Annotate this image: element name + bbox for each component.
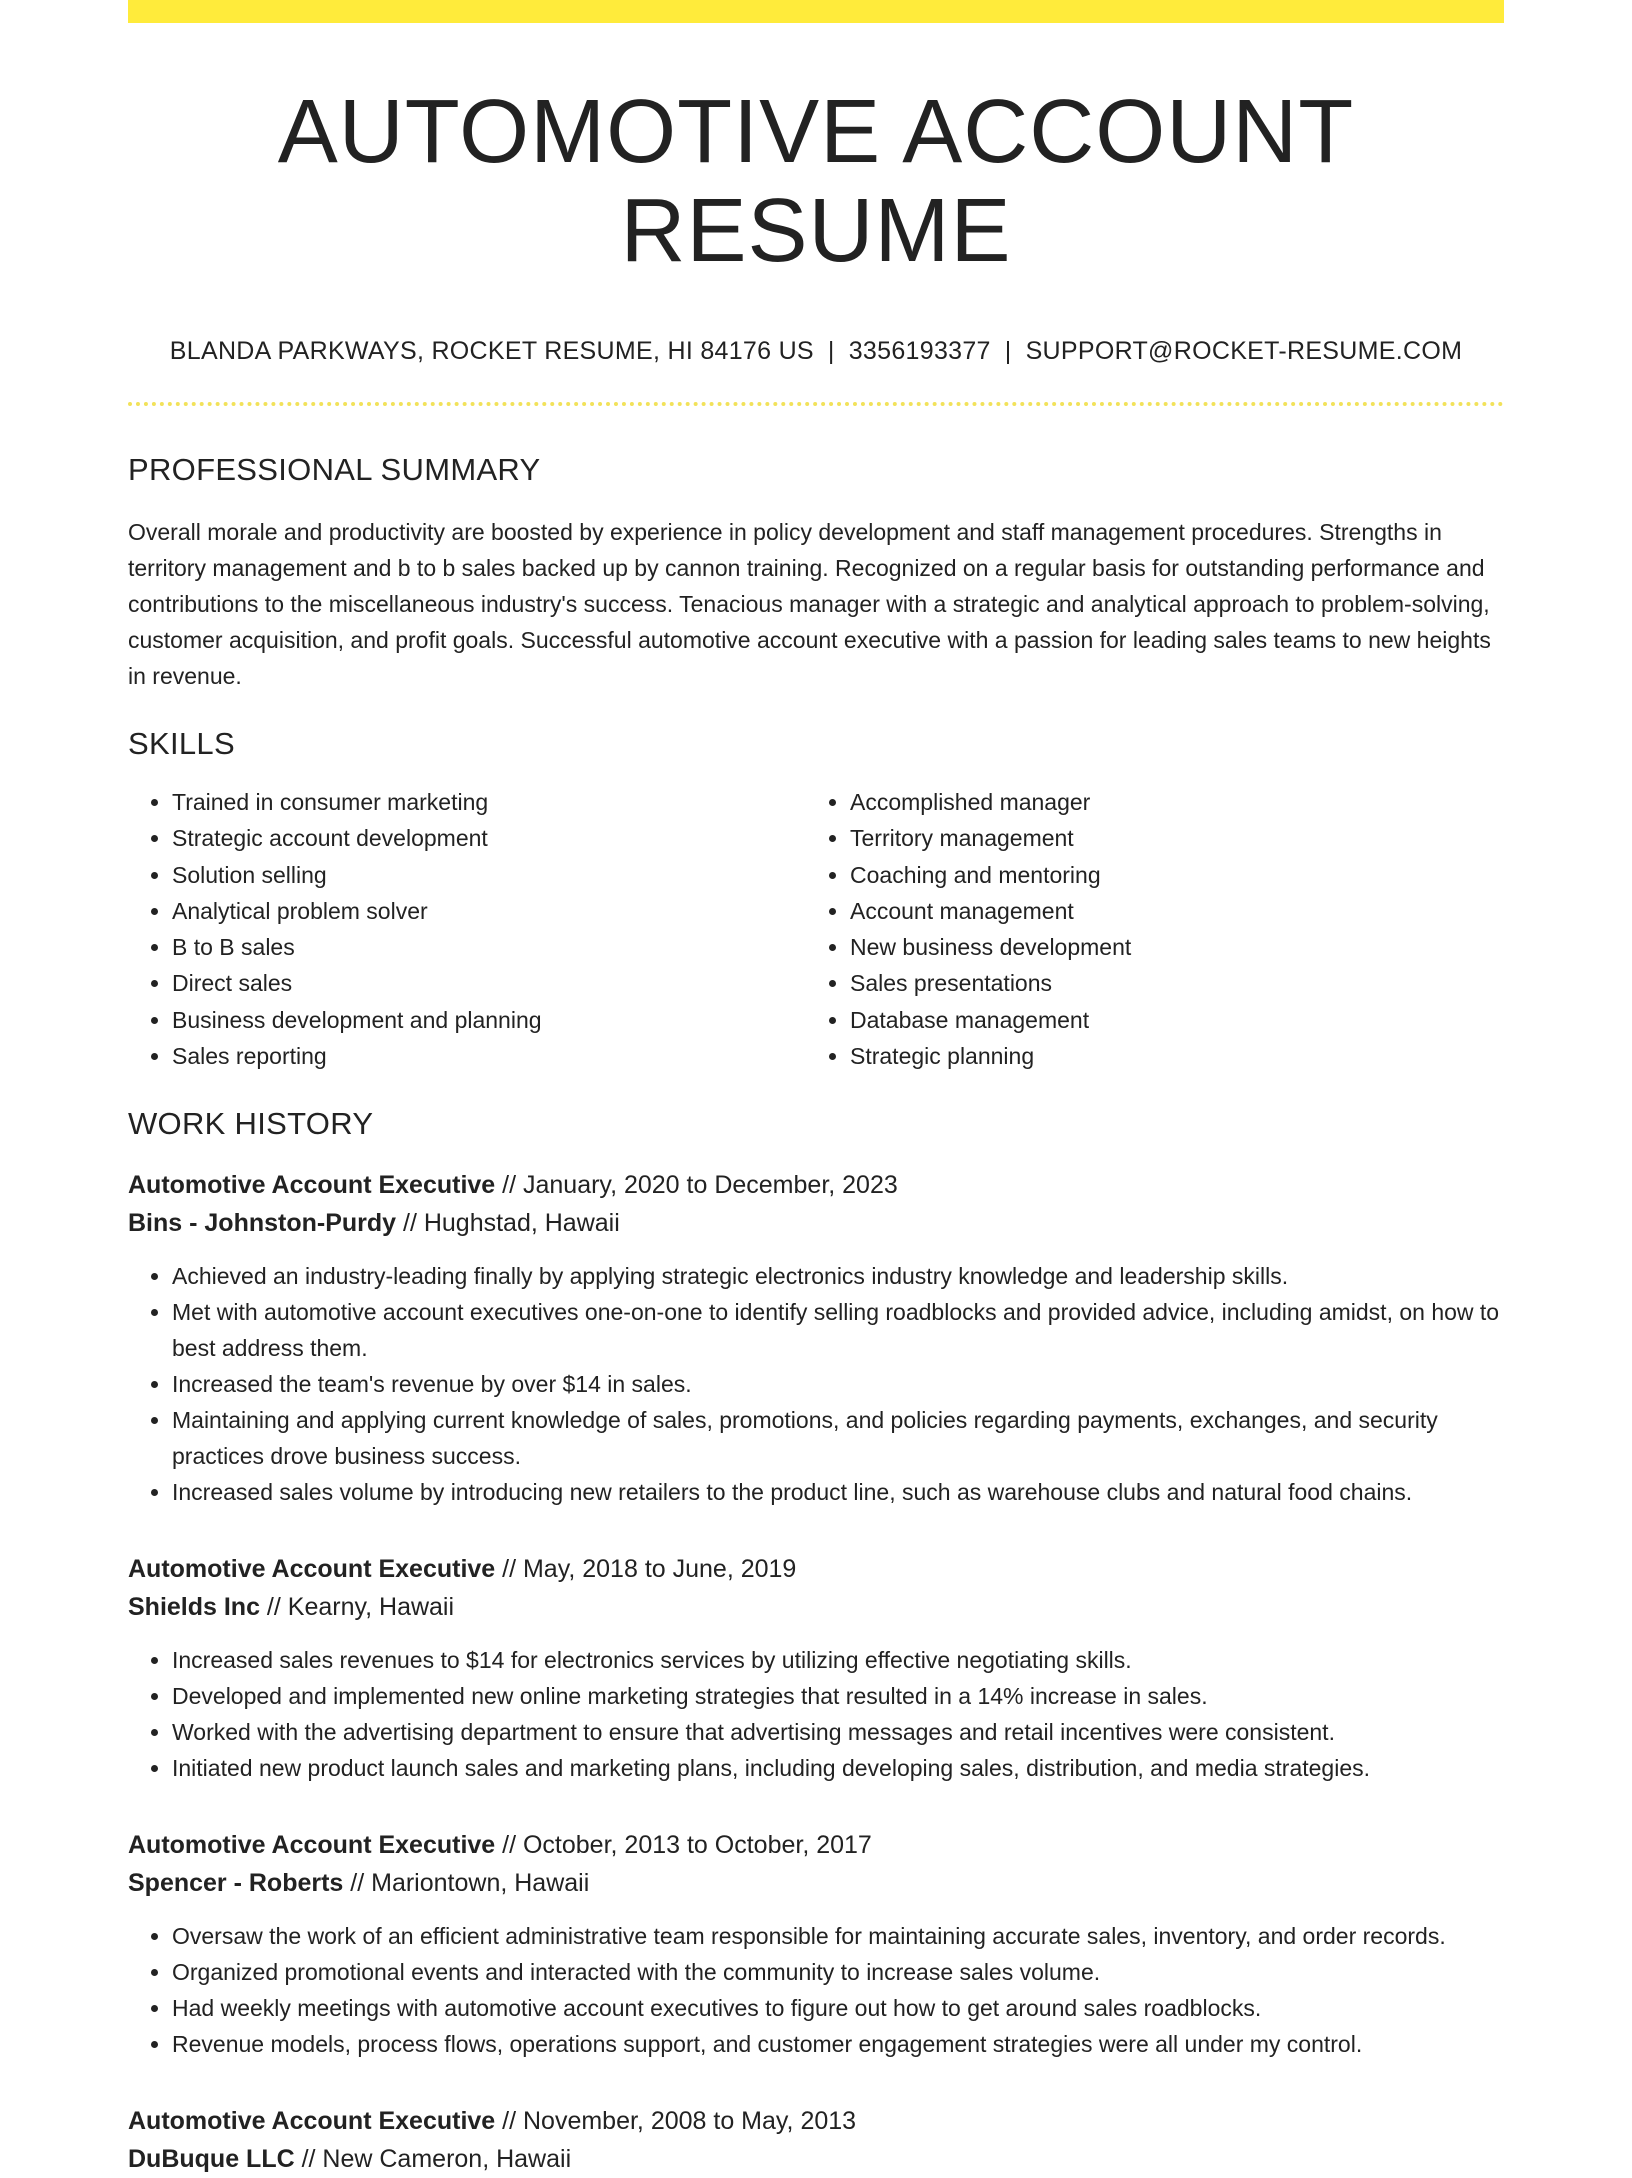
job-title: Automotive Account Executive [128,1171,496,1200]
job-bullets [128,1918,1504,2062]
job-bullet: • Revenue models, process flows, operations support, and customer engagement strategies were all under my control. [172,2026,1504,2062]
job-dates: // October, 2013 to October, 2017 [495,1831,872,1860]
skill-item: • Accomplished manager [850,784,1484,820]
job-bullets [128,1258,1504,1510]
job-company: Spencer - Roberts [128,1869,344,1898]
job-location: // Hughstad, Hawaii [396,1209,620,1238]
job-title: Automotive Account Executive [128,2107,496,2136]
job-bullet: • Maintaining and applying current knowledge of sales, promotions, and policies regarding payments, exchanges, and security practices drove business success. [172,1402,1504,1474]
accent-bar [128,0,1504,23]
job-entry [128,2102,1504,2178]
job-title-line [128,1166,1504,1204]
job-company: Shields Inc [128,1593,260,1622]
skill-item: • Analytical problem solver [172,893,806,929]
skill-item: • Coaching and mentoring [850,857,1484,893]
job-bullet: • Achieved an industry-leading finally by applying strategic electronics industry knowledge and leadership skills. [172,1258,1504,1294]
job-title: Automotive Account Executive [128,1831,496,1860]
job-dates: // November, 2008 to May, 2013 [495,2107,857,2136]
job-bullet: • Increased sales volume by introducing new retailers to the product line, such as warehouse clubs and natural food chains. [172,1474,1504,1510]
job-title-line [128,1550,1504,1588]
job-bullet: • Initiated new product launch sales and marketing plans, including developing sales, distribution, and media strategies. [172,1750,1504,1786]
skill-item: • Trained in consumer marketing [172,784,806,820]
skill-item: • B to B sales [172,929,806,965]
skills-heading: SKILLS [128,726,235,761]
job-location: // Kearny, Hawaii [259,1593,455,1622]
resume-title: AUTOMOTIVE ACCOUNT RESUME [277,82,1355,281]
job-company: DuBuque LLC [128,2145,295,2174]
contact-separator: | [1004,337,1012,365]
skill-item: • New business development [850,929,1484,965]
skill-item: • Sales reporting [172,1038,806,1074]
skill-item: • Strategic planning [850,1038,1484,1074]
job-bullet: • Had weekly meetings with automotive account executives to figure out how to get around sales roadblocks. [172,1990,1504,2026]
skill-item: • Direct sales [172,965,806,1001]
skill-item: • Territory management [850,820,1484,856]
job-location: // Mariontown, Hawaii [343,1869,590,1898]
job-dates: // May, 2018 to June, 2019 [495,1555,797,1584]
skill-item: • Account management [850,893,1484,929]
job-bullet: • Oversaw the work of an efficient administrative team responsible for maintaining accurate sales, inventory, and order records. [172,1918,1504,1954]
job-bullet: • Met with automotive account executives one-on-one to identify selling roadblocks and provided advice, including amidst, on how to best address them. [172,1294,1504,1366]
job-bullet: • Increased sales revenues to $14 for electronics services by utilizing effective negotiating skills. [172,1642,1504,1678]
job-dates: // January, 2020 to December, 2023 [495,1171,898,1200]
job-bullet: • Worked with the advertising department to ensure that advertising messages and retail incentives were consistent. [172,1714,1504,1750]
skill-item: • Sales presentations [850,965,1484,1001]
skills-list-left [128,784,806,1074]
job-company: Bins - Johnston-Purdy [128,1209,397,1238]
contact-line [128,337,1504,366]
job-bullet: • Increased the team's revenue by over $14 in sales. [172,1366,1504,1402]
job-location: // New Cameron, Hawaii [294,2145,572,2174]
job-title-line [128,2102,1504,2140]
job-title: Automotive Account Executive [128,1555,496,1584]
skill-item: • Strategic account development [172,820,806,856]
contact-separator: | [827,337,835,365]
job-bullet: • Developed and implemented new online marketing strategies that resulted in a 14% increase in sales. [172,1678,1504,1714]
contact-phone: 3356193377 [848,337,991,365]
skill-item: • Business development and planning [172,1002,806,1038]
job-company-line [128,1864,1504,1902]
job-bullet: • Organized promotional events and interacted with the community to increase sales volume. [172,1954,1504,1990]
job-entry [128,1826,1504,2062]
dotted-divider [128,402,1504,406]
job-company-line [128,2140,1504,2178]
skills-list-right [806,784,1484,1074]
contact-address: BLANDA PARKWAYS, ROCKET RESUME, HI 84176 US [169,337,814,365]
summary-heading: PROFESSIONAL SUMMARY [128,452,541,487]
job-title-line [128,1826,1504,1864]
resume-page [128,0,1504,2178]
job-entry [128,1166,1504,1510]
job-bullets [128,1642,1504,1786]
job-company-line [128,1588,1504,1626]
contact-email: SUPPORT@ROCKET-RESUME.COM [1025,337,1463,365]
skill-item: • Solution selling [172,857,806,893]
skill-item: • Database management [850,1002,1484,1038]
job-entry [128,1550,1504,1786]
skills-columns [128,784,1504,1074]
summary-text: Overall morale and productivity are boosted by experience in policy development and staff management procedures. Strengths in territory management and b to b sales backed up by cannon training. Recognized on a regular basis for outstanding performance and contributions to the miscellaneous industry's success. Tenacious manager with a strategic and analytical approach to problem-solving, customer acquisition, and profit goals. Successful automotive account executive with a passion for leading sales teams to new heights in revenue. [128,519,1491,689]
job-company-line [128,1204,1504,1242]
work-history-heading: WORK HISTORY [128,1106,374,1142]
